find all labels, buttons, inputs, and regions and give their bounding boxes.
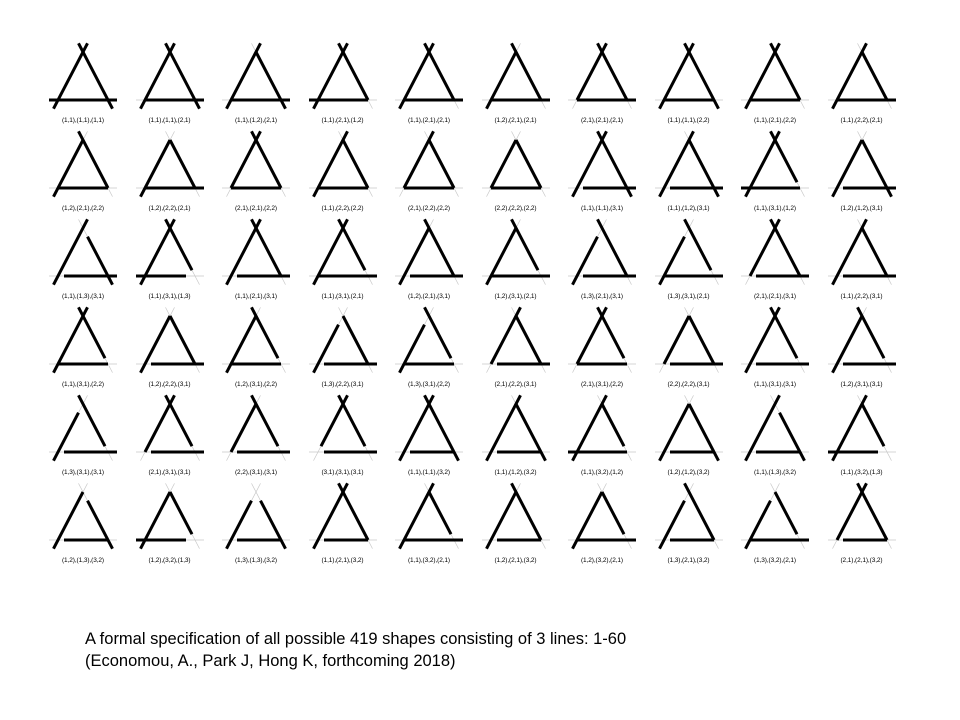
shape-label: (1,2),(3,1),(2,1)	[494, 293, 537, 300]
three-line-shape	[135, 402, 205, 460]
three-line-shape	[135, 50, 205, 108]
shape-cell	[213, 216, 299, 306]
shape-line	[252, 307, 279, 358]
shape-label: (1,3),(3,2),(2,1)	[753, 557, 796, 564]
three-line-shape	[567, 50, 637, 108]
shape-cell	[819, 216, 905, 306]
three-line-shape	[654, 490, 724, 548]
shape-label: (1,2),(2,1),(2,2)	[61, 205, 104, 212]
shape-line	[425, 43, 455, 100]
shape-cell	[213, 480, 299, 570]
three-line-shape	[135, 138, 205, 196]
shape-cell	[819, 304, 905, 394]
shape-cell	[300, 304, 386, 394]
three-line-shape	[221, 490, 291, 548]
shape-line	[491, 307, 521, 364]
shape-label: (1,1),(3,1),(2,1)	[321, 293, 364, 300]
shape-line	[664, 316, 689, 364]
shape-line	[516, 316, 541, 364]
shape-label: (1,1),(1,1),(3,2)	[407, 469, 450, 476]
shape-cell	[732, 480, 818, 570]
shape-line	[79, 307, 106, 358]
three-line-shape	[394, 226, 464, 284]
shape-label: (2,1),(2,1),(3,2)	[840, 557, 883, 564]
three-line-shape	[48, 490, 118, 548]
shape-cell	[473, 304, 559, 394]
three-line-shape	[481, 490, 551, 548]
shape-line	[602, 404, 624, 446]
shape-label: (2,1),(3,1),(2,2)	[580, 381, 623, 388]
shape-cell	[473, 392, 559, 482]
shape-line	[429, 140, 454, 188]
shape-label: (1,3),(2,1),(3,1)	[580, 293, 623, 300]
shape-line	[231, 404, 256, 452]
three-line-shape	[481, 402, 551, 460]
shape-label: (1,1),(3,1),(1,3)	[148, 293, 191, 300]
shape-line	[511, 483, 541, 540]
shape-label: (1,2),(3,1),(2,2)	[234, 381, 277, 388]
shape-label: (1,2),(3,2),(2,1)	[580, 557, 623, 564]
shape-cell	[646, 480, 732, 570]
three-line-shape	[827, 50, 897, 108]
three-line-shape	[654, 226, 724, 284]
shape-cell	[40, 304, 126, 394]
shape-line	[511, 43, 541, 100]
shape-line	[338, 395, 365, 446]
three-line-shape	[135, 314, 205, 372]
shape-line	[343, 316, 368, 364]
three-line-shape	[308, 490, 378, 548]
shape-cell	[127, 480, 213, 570]
shape-cell	[646, 128, 732, 218]
shape-cell	[40, 392, 126, 482]
shape-line	[429, 492, 451, 534]
shape-line	[252, 131, 282, 188]
shape-cell	[127, 304, 213, 394]
shape-line	[602, 492, 624, 534]
shape-line	[689, 316, 714, 364]
shape-cell	[40, 480, 126, 570]
three-line-shape	[135, 490, 205, 548]
shape-label: (1,2),(2,1),(3,1)	[407, 293, 450, 300]
shape-label: (1,1),(2,2),(2,1)	[840, 117, 883, 124]
shape-cell	[732, 40, 818, 130]
shape-cell	[559, 216, 645, 306]
shape-cell	[732, 128, 818, 218]
shape-line	[771, 131, 798, 182]
three-line-shape	[221, 50, 291, 108]
three-line-shape	[308, 226, 378, 284]
three-line-shape	[308, 50, 378, 108]
shape-label: (1,1),(2,1),(1,2)	[321, 117, 364, 124]
three-line-shape	[740, 402, 810, 460]
three-line-shape	[740, 138, 810, 196]
shape-cell	[646, 392, 732, 482]
shape-label: (2,2),(2,2),(2,2)	[494, 205, 537, 212]
three-line-shape	[740, 226, 810, 284]
shape-label: (2,1),(2,2),(3,1)	[494, 381, 537, 388]
shape-line	[684, 219, 711, 270]
shape-label: (1,1),(3,2),(2,1)	[407, 557, 450, 564]
shape-label: (1,1),(3,2),(1,3)	[840, 469, 883, 476]
shape-label: (1,3),(1,3),(3,2)	[234, 557, 277, 564]
shape-label: (2,1),(2,1),(2,1)	[580, 117, 623, 124]
three-line-shape	[221, 314, 291, 372]
three-line-shape	[221, 402, 291, 460]
three-line-shape	[394, 402, 464, 460]
three-line-shape	[567, 138, 637, 196]
shape-cell	[819, 40, 905, 130]
shape-label: (1,2),(3,1),(3,1)	[840, 381, 883, 388]
shape-label: (2,1),(2,2),(2,2)	[407, 205, 450, 212]
shape-line	[404, 131, 434, 188]
shape-label: (1,1),(1,2),(2,1)	[234, 117, 277, 124]
shape-line	[491, 140, 516, 188]
three-line-shape	[221, 138, 291, 196]
shape-line	[252, 395, 279, 446]
three-line-shape	[654, 314, 724, 372]
three-line-shape	[567, 314, 637, 372]
shape-line	[775, 492, 797, 534]
shape-label: (1,1),(1,1),(2,1)	[148, 117, 191, 124]
shape-line	[862, 404, 884, 446]
shape-cell	[300, 128, 386, 218]
shape-cell	[386, 304, 472, 394]
shape-cell	[300, 392, 386, 482]
shape-label: (1,2),(1,2),(3,2)	[667, 469, 710, 476]
three-line-shape	[481, 314, 551, 372]
three-line-shape	[394, 314, 464, 372]
caption-line-1: A formal specification of all possible 419 shapes consisting of 3 lines: 1-60	[85, 630, 627, 648]
shape-label: (1,2),(2,2),(3,1)	[148, 381, 191, 388]
three-line-shape	[48, 314, 118, 372]
shape-cell	[559, 392, 645, 482]
shape-cell	[819, 480, 905, 570]
shape-line	[165, 219, 192, 270]
shape-label: (2,1),(2,1),(2,2)	[234, 205, 277, 212]
shape-cell	[559, 480, 645, 570]
shape-cell	[127, 40, 213, 130]
shape-label: (2,1),(3,1),(3,1)	[148, 469, 191, 476]
shape-line	[771, 219, 801, 276]
shape-label: (1,1),(2,1),(2,1)	[407, 117, 450, 124]
shape-line	[771, 307, 798, 358]
shape-cell	[386, 480, 472, 570]
shape-line	[343, 140, 368, 188]
shape-label: (2,2),(2,2),(3,1)	[667, 381, 710, 388]
shape-cell	[473, 128, 559, 218]
shape-line	[598, 43, 628, 100]
three-line-shape	[394, 490, 464, 548]
shape-grid	[40, 40, 920, 570]
shape-cell	[40, 216, 126, 306]
shape-label: (1,2),(2,2),(2,1)	[148, 205, 191, 212]
shape-cell	[386, 392, 472, 482]
shape-label: (1,2),(2,1),(2,1)	[494, 117, 537, 124]
shape-line	[516, 140, 541, 188]
three-line-shape	[308, 402, 378, 460]
shape-label: (1,1),(1,2),(3,1)	[667, 205, 710, 212]
three-line-shape	[48, 402, 118, 460]
shape-label: (2,2),(3,1),(3,1)	[234, 469, 277, 476]
shape-line	[338, 43, 368, 100]
shape-cell	[732, 392, 818, 482]
shape-label: (1,1),(2,2),(2,2)	[321, 205, 364, 212]
shape-label: (1,1),(1,2),(3,2)	[494, 469, 537, 476]
three-line-shape	[308, 314, 378, 372]
three-line-shape	[308, 138, 378, 196]
shape-cell	[819, 128, 905, 218]
three-line-shape	[827, 138, 897, 196]
three-line-shape	[740, 50, 810, 108]
shape-cell	[819, 392, 905, 482]
shape-label: (3,1),(3,1),(3,1)	[321, 469, 364, 476]
shape-cell	[473, 40, 559, 130]
shape-line	[857, 307, 884, 358]
three-line-shape	[567, 226, 637, 284]
three-line-shape	[654, 402, 724, 460]
shape-label: (1,3),(2,1),(3,2)	[667, 557, 710, 564]
three-line-shape	[481, 226, 551, 284]
three-line-shape	[654, 50, 724, 108]
shape-line	[425, 219, 455, 276]
shape-line	[425, 307, 452, 358]
shape-cell	[732, 216, 818, 306]
shape-label: (1,1),(1,1),(3,1)	[580, 205, 623, 212]
shape-label: (1,1),(1,3),(3,1)	[61, 293, 104, 300]
shape-cell	[386, 128, 472, 218]
shape-line	[338, 219, 365, 270]
shape-line	[170, 140, 195, 188]
shape-label: (1,3),(2,2),(3,1)	[321, 381, 364, 388]
shape-line	[79, 131, 109, 188]
shape-label: (1,2),(1,2),(3,1)	[840, 205, 883, 212]
shape-cell	[40, 40, 126, 130]
shape-label: (1,1),(2,1),(2,2)	[753, 117, 796, 124]
shape-label: (1,3),(3,1),(2,1)	[667, 293, 710, 300]
three-line-shape	[48, 50, 118, 108]
shape-line	[862, 228, 887, 276]
shape-cell	[559, 40, 645, 130]
shape-label: (1,1),(1,1),(2,2)	[667, 117, 710, 124]
three-line-shape	[135, 226, 205, 284]
shape-cell	[559, 128, 645, 218]
three-line-shape	[48, 226, 118, 284]
three-line-shape	[394, 50, 464, 108]
shape-line	[598, 219, 628, 276]
shape-cell	[127, 392, 213, 482]
shape-label: (1,3),(3,1),(2,2)	[407, 381, 450, 388]
shape-cell	[300, 216, 386, 306]
shape-cell	[732, 304, 818, 394]
shape-label: (1,2),(3,2),(1,3)	[148, 557, 191, 564]
shape-label: (1,1),(1,1),(1,1)	[61, 117, 104, 124]
three-line-shape	[827, 402, 897, 460]
three-line-shape	[827, 226, 897, 284]
shape-cell	[646, 216, 732, 306]
three-line-shape	[481, 138, 551, 196]
caption	[85, 628, 626, 672]
three-line-shape	[827, 314, 897, 372]
three-line-shape	[394, 138, 464, 196]
three-line-shape	[740, 490, 810, 548]
shape-line	[857, 483, 887, 540]
shape-cell	[213, 40, 299, 130]
shape-label: (1,1),(3,2),(1,2)	[580, 469, 623, 476]
shape-line	[165, 395, 192, 446]
shape-label: (1,1),(1,3),(3,2)	[753, 469, 796, 476]
shape-label: (1,1),(2,1),(3,1)	[234, 293, 277, 300]
shape-line	[598, 307, 625, 358]
three-line-shape	[654, 138, 724, 196]
three-line-shape	[221, 226, 291, 284]
shape-cell	[300, 480, 386, 570]
three-line-shape	[481, 50, 551, 108]
three-line-shape	[48, 138, 118, 196]
shape-line	[511, 219, 538, 270]
shape-cell	[127, 216, 213, 306]
shape-label: (1,1),(3,1),(3,1)	[753, 381, 796, 388]
shape-label: (1,2),(1,3),(3,2)	[61, 557, 104, 564]
shape-label: (1,1),(2,2),(3,1)	[840, 293, 883, 300]
shape-cell	[213, 392, 299, 482]
shape-cell	[40, 128, 126, 218]
shape-label: (2,1),(2,1),(3,1)	[753, 293, 796, 300]
shape-line	[79, 395, 106, 446]
shape-label: (1,3),(3,1),(3,1)	[61, 469, 104, 476]
three-line-shape	[740, 314, 810, 372]
shape-label: (1,1),(3,1),(2,2)	[61, 381, 104, 388]
shape-cell	[386, 216, 472, 306]
shape-line	[862, 52, 887, 100]
three-line-shape	[827, 490, 897, 548]
caption-line-2: (Economou, A., Park J, Hong K, forthcoming 2018)	[85, 652, 456, 670]
shape-cell	[559, 304, 645, 394]
shape-label: (1,2),(2,1),(3,2)	[494, 557, 537, 564]
shape-line	[338, 483, 368, 540]
shape-label: (1,1),(3,1),(1,2)	[753, 205, 796, 212]
shape-label: (1,1),(2,1),(3,2)	[321, 557, 364, 564]
shape-line	[170, 492, 192, 534]
shape-cell	[473, 480, 559, 570]
three-line-shape	[567, 490, 637, 548]
shape-cell	[386, 40, 472, 130]
shape-line	[170, 316, 195, 364]
shape-cell	[473, 216, 559, 306]
shape-cell	[300, 40, 386, 130]
shape-cell	[127, 128, 213, 218]
shape-cell	[646, 40, 732, 130]
shape-line	[684, 483, 714, 540]
three-line-shape	[567, 402, 637, 460]
shape-line	[771, 43, 801, 100]
shape-cell	[213, 304, 299, 394]
shape-cell	[646, 304, 732, 394]
shape-cell	[213, 128, 299, 218]
shape-line	[252, 219, 282, 276]
